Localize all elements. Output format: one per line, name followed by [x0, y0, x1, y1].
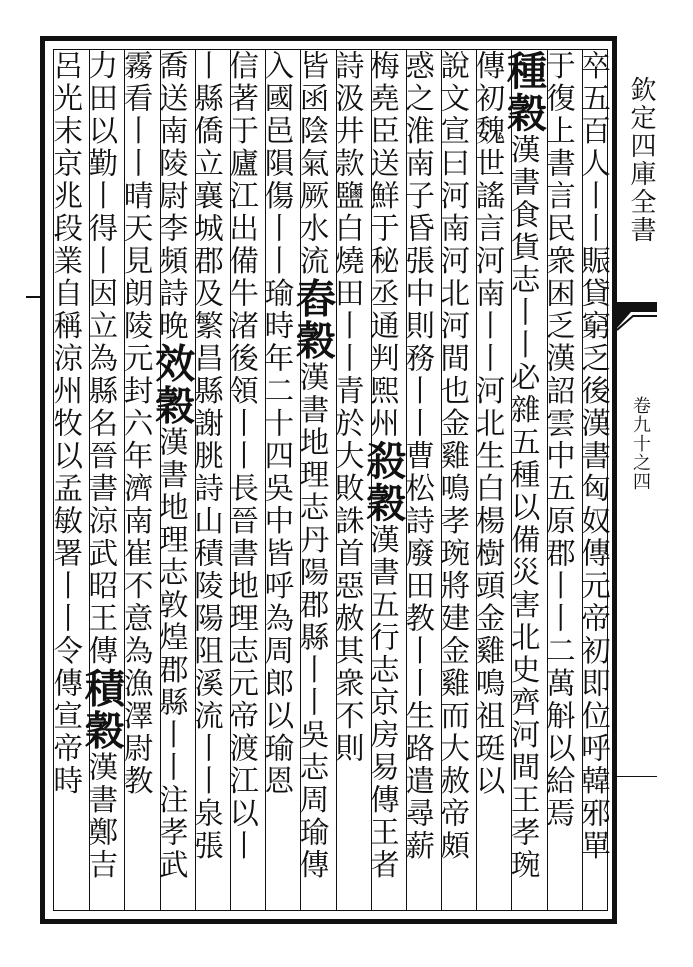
- text-column: [330, 50, 370, 922]
- text-column: [401, 50, 440, 922]
- text-run: 呂光末京兆段業自稱涼州牧以孟敏署丨丨令: [49, 50, 84, 668]
- page-border: [40, 36, 617, 924]
- text-run: 漢書食貨志丨丨必雜五種以備災害北史齊河間王孝琬: [506, 134, 541, 882]
- text-column: [148, 50, 196, 922]
- text-column: [436, 50, 475, 922]
- text-run: 卒五百人丨丨賑貸窮乏後漢書匈奴傳元帝初即位呼韓邪單: [577, 50, 611, 863]
- text-run: 瑜時年二十四吳中皆呼為周郎以瑜恩: [260, 277, 295, 798]
- text-column: [471, 50, 510, 922]
- column-rule: [195, 50, 196, 910]
- column-rule: [547, 50, 548, 910]
- column-rule: [124, 50, 125, 910]
- entry-heading: 效穀: [148, 342, 196, 427]
- text-run: 漢書地理志敦煌郡縣丨丨注孝武: [154, 426, 189, 882]
- entry-heading: 種穀: [500, 50, 548, 134]
- text-run: 漢書地理志丹陽郡縣丨丨吳志周瑜傳: [295, 361, 330, 882]
- text-run: 丨縣僑立襄城郡及繁昌縣謝朓詩山積陵陽阻溪流丨丨泉張: [189, 50, 224, 863]
- text-column: [289, 50, 337, 922]
- text-run: 皆函陰氣厥水流: [295, 50, 330, 278]
- text-column: [189, 50, 229, 922]
- text-run: 說文宣曰河南河北河間也金雞鳴孝琬將建金雞而大赦帝頗: [436, 50, 471, 863]
- text-run: 元封六年濟南崔不意為漁澤尉教: [119, 342, 154, 798]
- page-margin: [617, 36, 657, 924]
- text-column: [119, 50, 158, 922]
- text-run: 傳宣帝時: [49, 667, 84, 798]
- left-tick-mark: [26, 296, 40, 298]
- column-rule: [582, 50, 583, 910]
- column-rule: [160, 50, 161, 910]
- text-run: 信著于廬江出備牛渚後領丨丨長晉書地理志元帝渡江以丨: [225, 50, 260, 863]
- text-run: 梅堯臣送鮮于秘丞通判煕州: [365, 50, 400, 440]
- text-run: 詩汲井款鹽白燒田丨丨青: [330, 50, 365, 408]
- volume-label: 卷九十之四: [630, 396, 651, 491]
- column-rule: [371, 50, 372, 910]
- entry-heading: 舂穀: [289, 277, 337, 362]
- book-page: [40, 36, 657, 924]
- column-rule: [476, 50, 477, 910]
- text-column: [78, 50, 126, 922]
- text-run: 漢書鄭吉: [84, 751, 119, 882]
- text-run: 力田以勤丨得丨因立為縣名晉書涼武昭王傳: [84, 50, 119, 668]
- text-run: 于復上書言民衆困乏漢詔雲中五原郡丨丨二萬斛以給焉: [541, 50, 576, 830]
- entry-heading: 積穀: [78, 667, 126, 752]
- column-rule: [265, 50, 266, 910]
- text-column: [359, 50, 407, 922]
- text-run: 傳初魏世謠言河南丨丨河北生白楊樹頭金雞鳴祖珽以: [471, 50, 506, 798]
- fishtail-mark-icon: [617, 298, 657, 334]
- column-rule: [441, 50, 442, 910]
- margin-rule: [617, 776, 657, 777]
- text-column: [260, 50, 299, 922]
- text-column: [225, 50, 264, 922]
- text-run: 漢書五行志京房易傳王者: [365, 524, 400, 882]
- text-run: 入國邑隕傷丨丨: [260, 50, 295, 278]
- text-column: [577, 50, 616, 922]
- text-run: 霧看丨丨晴天見朗陵: [119, 50, 154, 343]
- text-block: [49, 49, 611, 911]
- text-run: 喬送南陵尉李頻詩晚: [154, 50, 189, 343]
- text-column: [500, 50, 548, 922]
- text-run: 惑之淮南子昏張中則務丨丨曹松詩廢田教丨丨生路遣尋薪: [401, 50, 436, 863]
- book-title: 欽定四庫全書: [626, 76, 656, 244]
- column-rule: [336, 50, 337, 910]
- text-run: 於大敗誅首惡赦其衆不則: [330, 407, 365, 765]
- column-rule: [300, 50, 301, 910]
- column-rule: [511, 50, 512, 910]
- column-rule: [230, 50, 231, 910]
- column-rule: [89, 50, 90, 910]
- entry-heading: 殺穀: [359, 440, 407, 524]
- text-column: [541, 50, 581, 922]
- text-column: [49, 50, 88, 922]
